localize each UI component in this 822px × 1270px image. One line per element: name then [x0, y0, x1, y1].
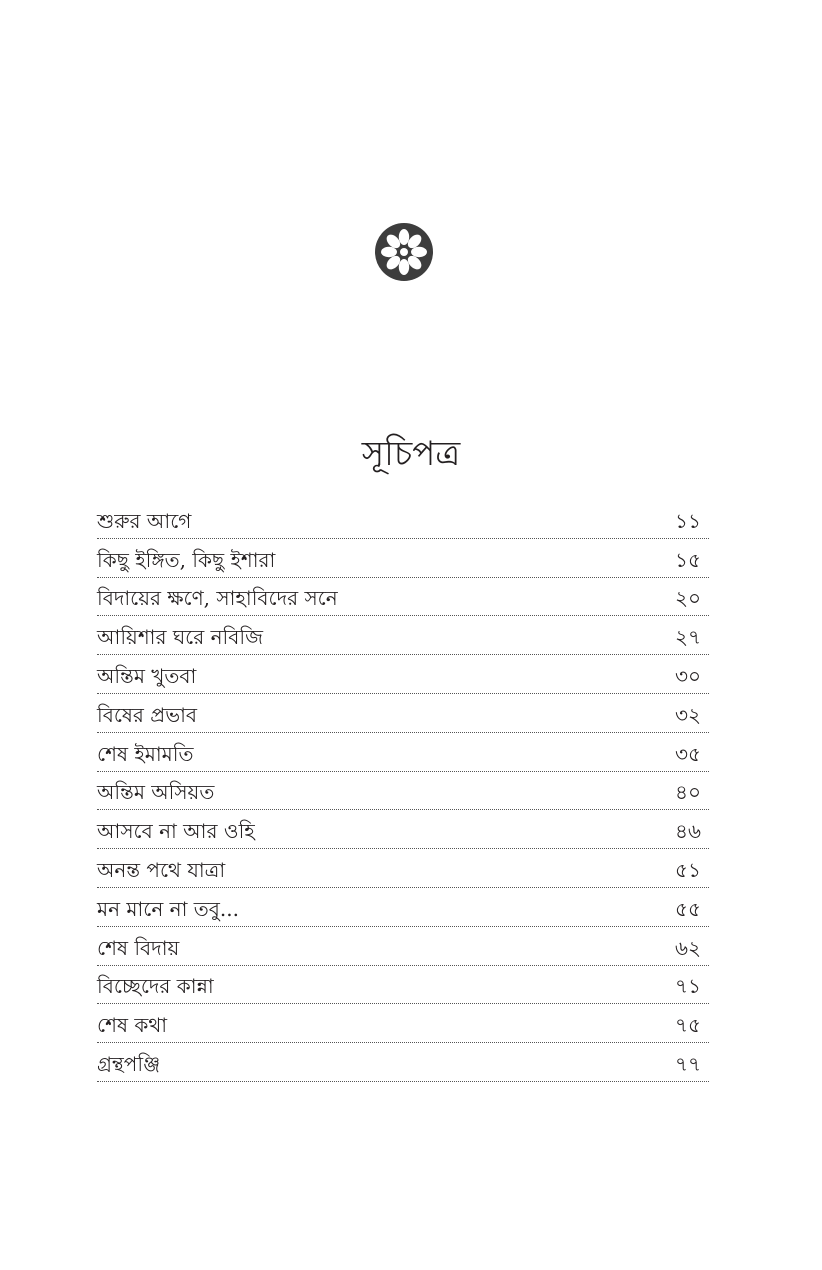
toc-entry-title: শেষ কথা: [97, 1013, 168, 1038]
toc-entry-page: ৫৫: [675, 896, 701, 921]
toc-entry: [97, 733, 709, 772]
toc-entry-page: ২৭: [674, 625, 701, 650]
toc-entry: [97, 616, 709, 655]
toc-entry-title: বিদায়ের ক্ষণে, সাহাবিদের সনে: [97, 586, 338, 611]
toc-entry: [97, 655, 709, 694]
toc-entry-title: গ্রন্থপঞ্জি: [97, 1051, 161, 1076]
toc-entry-page: ৭৭: [674, 1051, 701, 1076]
toc-entry: [97, 578, 709, 617]
toc-entry: [97, 539, 709, 578]
toc-entry-page: ৫১: [675, 857, 701, 882]
toc-entry-title: কিছু ইঙ্গিত, কিছু ইশারা: [97, 547, 276, 572]
toc-entry: [97, 1043, 709, 1082]
toc-entry-page: ৬২: [674, 935, 701, 960]
toc-entry-page: ১৫: [675, 547, 701, 572]
toc-entry-page: ৭৫: [675, 1013, 701, 1038]
toc-entry: [97, 849, 709, 888]
toc-entry: [97, 694, 709, 733]
toc-entry-title: মন মানে না তবু...: [97, 896, 239, 921]
toc-entry-title: বিষের প্রভাব: [97, 702, 198, 727]
flower-rosette-icon: [374, 222, 434, 282]
toc-entry: [97, 966, 709, 1005]
toc-entry-title: আসবে না আর ওহি: [97, 819, 255, 844]
toc-entry: [97, 888, 709, 927]
toc-entry-title: বিচ্ছেদের কান্না: [97, 974, 214, 999]
toc-entry-page: ৩২: [674, 702, 701, 727]
page-title: সূচিপত্র: [361, 434, 461, 474]
toc-entry-title: শেষ ইমামতি: [97, 741, 194, 766]
toc-entry-page: ৭১: [675, 974, 701, 999]
toc-entry: [97, 772, 709, 811]
toc-entry-page: ২০: [674, 586, 701, 611]
toc-entry: [97, 500, 709, 539]
toc-entry-page: ৩০: [674, 663, 701, 688]
toc-entry: [97, 810, 709, 849]
toc-entry: [97, 1004, 709, 1043]
toc-entry-title: অন্তিম খুতবা: [97, 663, 197, 688]
toc-entry-title: আয়িশার ঘরে নবিজি: [97, 625, 263, 650]
toc-entry-title: অনন্ত পথে যাত্রা: [97, 857, 226, 882]
toc-entry-page: ১১: [675, 508, 701, 533]
toc-entry-title: অন্তিম অসিয়ত: [97, 780, 215, 805]
toc-entry-page: ৪০: [675, 780, 701, 805]
toc-entry-page: ৪৬: [675, 819, 701, 844]
toc-entry-title: শেষ বিদায়: [97, 935, 180, 960]
table-of-contents: [97, 500, 709, 1082]
toc-entry: [97, 927, 709, 966]
toc-entry-title: শুরুর আগে: [97, 508, 192, 533]
toc-entry-page: ৩৫: [675, 741, 701, 766]
